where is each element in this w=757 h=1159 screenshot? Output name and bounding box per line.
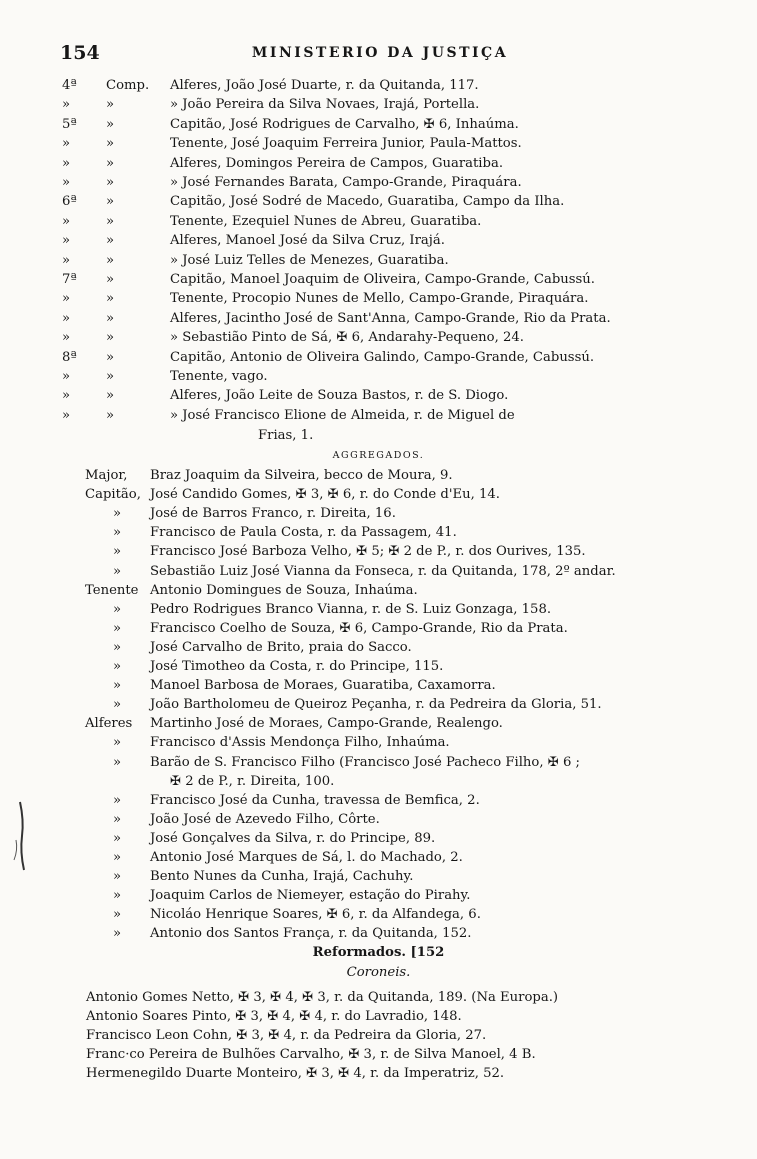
company-ditto: » [106,310,115,326]
aggregado-entry: Bento Nunes da Cunha, Irajá, Cachuhy. [150,869,414,885]
aggregado-entry: José Timotheo da Costa, r. do Principe, 115. [150,659,444,674]
aggregado-rank: » [113,888,122,904]
aggregado-entry: Nicoláo Henrique Soares, ✠ 6, r. da Alfandega, 6. [150,907,481,923]
reformados-title: Reformados. [152 [312,945,445,960]
aggregado-entry: Francisco d'Assis Mendonça Filho, Inhaúma. [150,735,450,751]
page-number: 154 [60,42,100,64]
aggregado-rank: Tenente [85,582,139,598]
reformado-row: Antonio Gomes Netto, ✠ 3, ✠ 4, ✠ 3, r. da Quitanda, 189. (Na Europa.) [86,990,559,1005]
company-entry: Tenente, Ezequiel Nunes de Abreu, Guaratiba. [170,213,482,229]
aggregado-entry: João José de Azevedo Filho, Côrte. [150,811,380,827]
company-ditto: » [106,407,115,423]
aggregado-entry: Antonio Domingues de Souza, Inhaúma. [150,582,418,598]
aggregado-entry: Antonio dos Santos França, r. da Quitanda, 152. [150,926,472,942]
company-entry: Capitão, José Rodrigues de Carvalho, ✠ 6, Inhaúma. [170,116,519,132]
aggregado-entry: Pedro Rodrigues Branco Vianna, r. de S. Luiz Gonzaga, 158. [150,601,552,617]
aggregado-entry: Barão de S. Francisco Filho (Francisco José Pacheco Filho, ✠ 6 ; [150,754,580,770]
company-entry: Tenente, vago. [170,369,268,384]
aggregado-entry: José Candido Gomes, ✠ 3, ✠ 6, r. do Conde d'Eu, 14. [150,487,500,503]
aggregado-entry: Francisco Coelho de Souza, ✠ 6, Campo-Grande, Rio da Prata. [150,620,568,636]
aggregado-rank: Alferes [85,716,133,732]
company-ditto: Comp. [106,78,150,93]
company-number: 6ª [62,194,77,210]
company-number: 8ª [62,349,77,365]
company-entry: » José Fernandes Barata, Campo-Grande, Piraquára. [170,175,522,190]
aggregados-title: AGGREGADOS. [332,450,425,461]
company-ditto: » [106,330,115,346]
aggregado-rank: » [113,544,122,560]
company-entry: » José Luiz Telles de Menezes, Guaratiba. [170,252,449,268]
aggregado-rank: » [113,639,122,655]
aggregado-entry: Manoel Barbosa de Moraes, Guaratiba, Caxamorra. [150,678,496,694]
reformado-row: Franc·co Pereira de Bulhões Carvalho, ✠ 3, r. de Silva Manoel, 4 B. [86,1047,536,1062]
aggregado-rank: » [113,850,122,865]
aggregado-entry: Martinho José de Moraes, Campo-Grande, Realengo. [150,716,503,732]
aggregado-entry: Antonio José Marques de Sá, l. do Machado, 2. [150,850,463,865]
company-number: » [62,291,71,307]
company-ditto: » [106,233,115,249]
aggregado-rank: » [113,754,122,770]
aggregado-rank: » [113,601,122,617]
aggregado-rank: » [113,792,122,808]
aggregado-rank: » [113,811,122,827]
aggregado-entry: José de Barros Franco, r. Direita, 16. [150,506,396,522]
aggregado-entry: Sebastião Luiz José Vianna da Fonseca, r. da Quitanda, 178, 2º andar. [150,563,616,579]
aggregado-rank: » [113,525,122,541]
company-entry: Capitão, José Sodré de Macedo, Guaratiba, Campo da Ilha. [170,194,565,210]
company-entry: » José Francisco Elione de Almeida, r. de Miguel de [170,407,515,423]
company-entry: Alferes, João José Duarte, r. da Quitanda, 117. [170,78,479,93]
coroneis-subtitle: Coroneis. [346,965,411,980]
company-ditto: » [106,175,115,190]
company-ditto: » [106,194,115,210]
company-entry: » João Pereira da Silva Novaes, Irajá, Portella. [170,97,480,113]
company-number: » [62,97,71,113]
company-number: » [62,369,71,384]
company-number: » [62,252,71,268]
company-number: » [62,310,71,326]
aggregado-rank: » [113,620,122,636]
company-entry: Alferes, Manoel José da Silva Cruz, Irajá. [170,233,445,249]
company-ditto: » [106,136,115,152]
reformado-row: Francisco Leon Cohn, ✠ 3, ✠ 4, r. da Pedreira da Gloria, 27. [86,1028,487,1043]
company-ditto: » [106,155,115,171]
aggregado-entry: ✠ 2 de P., r. Direita, 100. [170,773,335,789]
company-number: » [62,233,71,249]
company-entry: Tenente, José Joaquim Ferreira Junior, Paula-Mattos. [170,136,522,152]
aggregado-rank: Major, [85,468,128,483]
continuation-text: Frias, 1. [258,428,314,443]
company-entry: Alferes, João Leite de Souza Bastos, r. de S. Diogo. [170,388,509,404]
aggregado-rank: Capitão, [85,487,141,503]
aggregado-entry: Francisco de Paula Costa, r. da Passagem, 41. [150,525,457,541]
aggregado-rank: » [113,735,122,751]
reformado-row: Hermenegildo Duarte Monteiro, ✠ 3, ✠ 4, r. da Imperatriz, 52. [86,1066,505,1081]
company-number: 7ª [62,272,77,287]
company-entry: Capitão, Antonio de Oliveira Galindo, Campo-Grande, Cabussú. [170,349,595,365]
company-number: 5ª [62,116,77,132]
aggregado-rank: » [113,830,122,846]
company-number: » [62,175,71,190]
company-entry: » Sebastião Pinto de Sá, ✠ 6, Andarahy-Pequeno, 24. [170,330,524,346]
aggregado-entry: José Gonçalves da Silva, r. do Principe, 89. [150,830,436,846]
company-number: » [62,136,71,152]
aggregado-rank: » [113,678,122,694]
page-header [60,42,700,64]
company-entry: Tenente, Procopio Nunes de Mello, Campo-Grande, Piraquára. [170,291,589,307]
company-ditto: » [106,252,115,268]
reformado-row: Antonio Soares Pinto, ✠ 3, ✠ 4, ✠ 4, r. do Lavradio, 148. [86,1009,462,1024]
company-entry: Alferes, Domingos Pereira de Campos, Guaratiba. [170,155,504,171]
company-entry: Alferes, Jacintho José de Sant'Anna, Campo-Grande, Rio da Prata. [170,310,611,326]
aggregado-entry: Joaquim Carlos de Niemeyer, estação do Pirahy. [150,888,471,904]
company-ditto: » [106,213,115,229]
company-ditto: » [106,291,115,307]
aggregado-rank: » [113,869,122,885]
aggregado-entry: Braz Joaquim da Silveira, becco de Moura, 9. [150,468,453,483]
aggregado-entry: João Bartholomeu de Queiroz Peçanha, r. da Pedreira da Gloria, 51. [150,697,602,713]
company-ditto: » [106,388,115,404]
company-number: » [62,330,71,346]
company-number: » [62,407,71,423]
margin-ink-mark [8,800,34,872]
aggregado-rank: » [113,506,122,522]
company-entry: Capitão, Manoel Joaquim de Oliveira, Campo-Grande, Cabussú. [170,272,595,287]
aggregado-rank: » [113,907,122,923]
aggregado-rank: » [113,659,122,674]
company-ditto: » [106,369,115,384]
aggregado-entry: José Carvalho de Brito, praia do Sacco. [150,639,412,655]
aggregado-entry: Francisco José Barboza Velho, ✠ 5; ✠ 2 de P., r. dos Ourives, 135. [150,544,586,560]
aggregado-rank: » [113,697,122,713]
aggregado-rank: » [113,926,122,942]
company-ditto: » [106,116,115,132]
company-number: » [62,155,71,171]
running-title: MINISTERIO DA JUSTIÇA [251,45,509,61]
company-ditto: » [106,349,115,365]
company-number: 4ª [62,78,77,93]
company-ditto: » [106,272,115,287]
company-ditto: » [106,97,115,113]
company-number: » [62,213,71,229]
company-number: » [62,388,71,404]
aggregado-rank: » [113,563,122,579]
aggregado-entry: Francisco José da Cunha, travessa de Bemfica, 2. [150,792,480,808]
